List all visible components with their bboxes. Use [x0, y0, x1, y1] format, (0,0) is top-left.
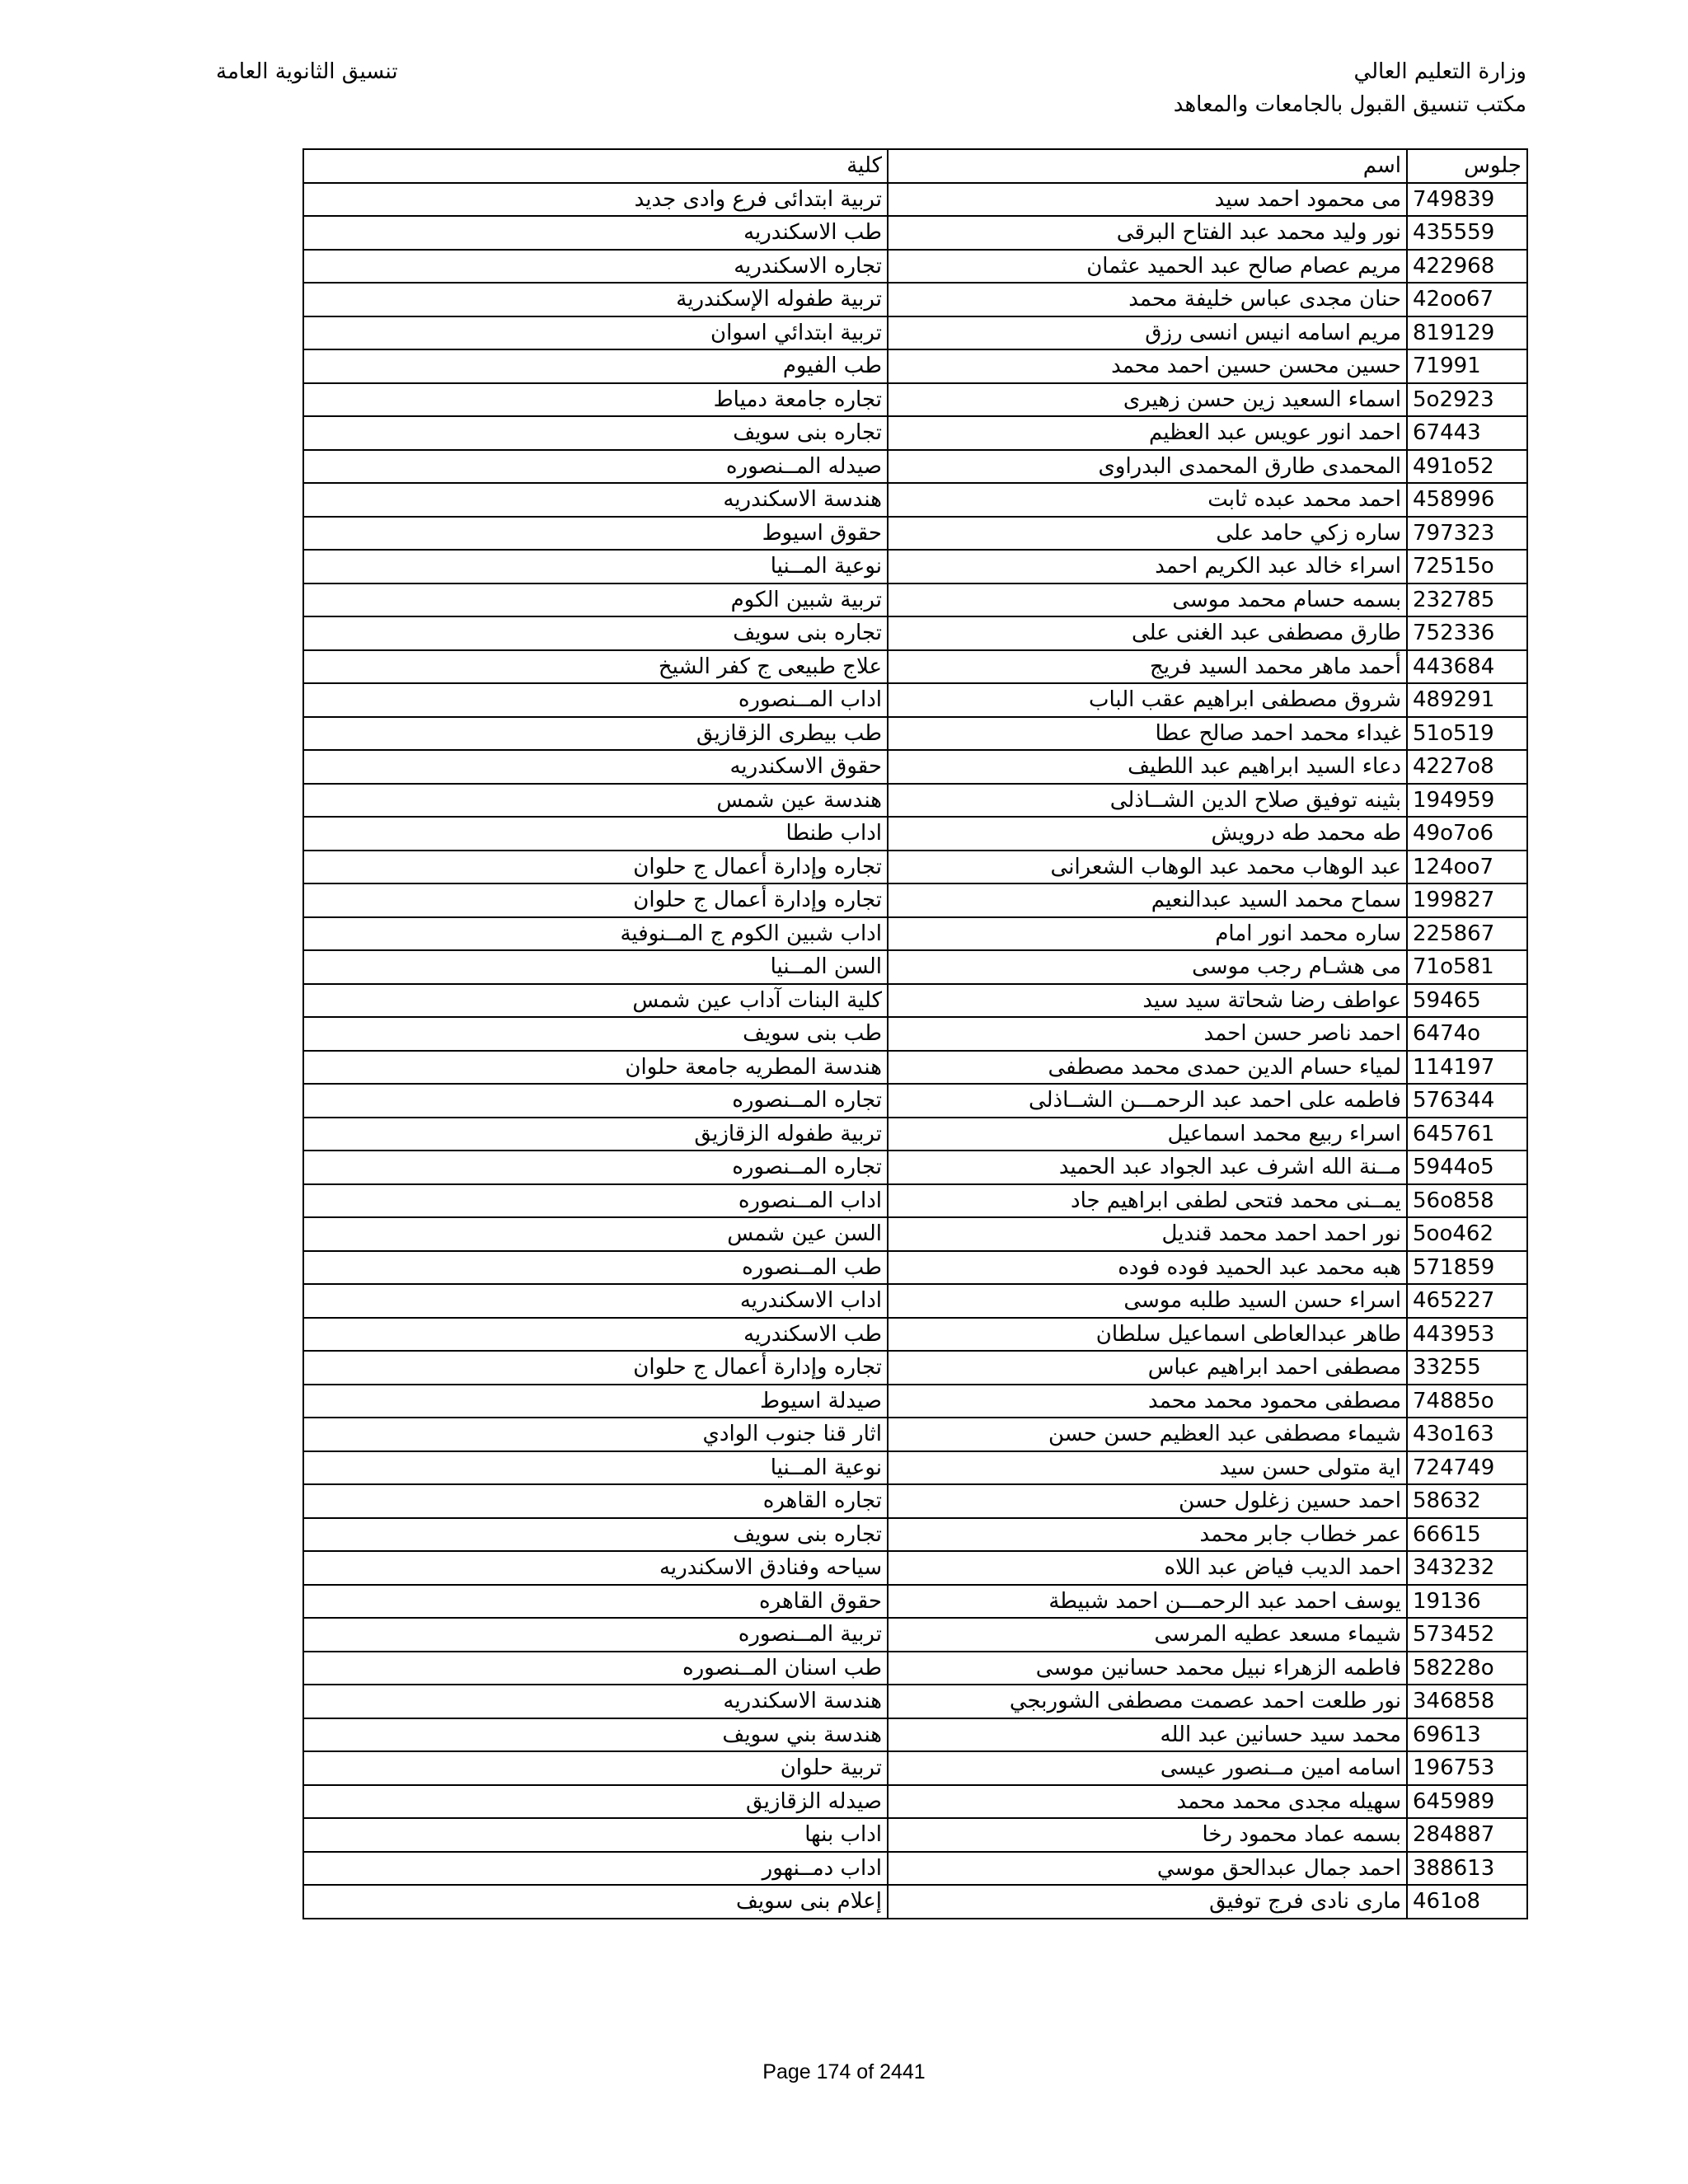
seat-number-cell: 752336: [1407, 616, 1527, 650]
faculty-cell: السن عين شمس: [303, 1217, 888, 1251]
student-name-cell: اية متولى حسن سيد: [888, 1451, 1407, 1485]
table-row: [303, 1217, 1527, 1251]
student-name-cell: عواطف رضا شحاتة سيد سيد: [888, 984, 1407, 1018]
student-name-cell: شروق مصطفى ابراهيم عقب الباب: [888, 683, 1407, 717]
page-number: Page 174 of 2441: [762, 2060, 926, 2083]
faculty-cell: كلية البنات آداب عين شمس: [303, 984, 888, 1018]
seat-number-cell: 724749: [1407, 1451, 1527, 1485]
faculty-cell: إعلام بنى سويف: [303, 1885, 888, 1919]
table-row: [303, 1084, 1527, 1118]
student-name-cell: طاهر عبدالعاطى اسماعيل سلطان: [888, 1318, 1407, 1352]
faculty-cell: اداب المــنصوره: [303, 683, 888, 717]
faculty-cell: تربية طفوله الإسكندرية: [303, 283, 888, 316]
ministry-title: وزارة التعليم العالي: [1353, 59, 1526, 84]
faculty-cell: طب بنى سويف: [303, 1017, 888, 1051]
seat-number-cell: 71991: [1407, 349, 1527, 383]
table-row: [303, 349, 1527, 383]
table-row: [303, 416, 1527, 450]
student-name-cell: حسين محسن حسين احمد محمد: [888, 349, 1407, 383]
table-row: [303, 984, 1527, 1018]
seat-number-cell: 491o52: [1407, 450, 1527, 484]
table-row: [303, 650, 1527, 684]
student-name-cell: لمياء حسام الدين حمدى محمد مصطفى: [888, 1051, 1407, 1085]
table-row: [303, 683, 1527, 717]
table-row: [303, 1551, 1527, 1585]
header-seat: جلوس: [1407, 149, 1527, 183]
faculty-cell: نوعية المــنيا: [303, 550, 888, 583]
student-name-cell: احمد حسين زغلول حسن: [888, 1484, 1407, 1518]
student-name-cell: طارق مصطفى عبد الغنى على: [888, 616, 1407, 650]
seat-number-cell: 49o7o6: [1407, 817, 1527, 851]
table-row: [303, 1118, 1527, 1151]
seat-number-cell: 645989: [1407, 1785, 1527, 1819]
table-row: [303, 283, 1527, 316]
student-name-cell: شيماء مصطفى عبد العظيم حسن حسن: [888, 1418, 1407, 1451]
student-name-cell: ساره محمد انور امام: [888, 917, 1407, 951]
table-row: [303, 1385, 1527, 1418]
faculty-cell: تربية حلوان: [303, 1751, 888, 1785]
seat-number-cell: 59465: [1407, 984, 1527, 1018]
student-name-cell: اسماء السعيد زين حسن زهيرى: [888, 383, 1407, 417]
seat-number-cell: 576344: [1407, 1084, 1527, 1118]
seat-number-cell: 74885o: [1407, 1385, 1527, 1418]
faculty-cell: اداب طنطا: [303, 817, 888, 851]
table-row: [303, 1751, 1527, 1785]
faculty-cell: حقوق الاسكندريه: [303, 750, 888, 784]
faculty-cell: تربية المــنصوره: [303, 1618, 888, 1652]
faculty-cell: هندسة الاسكندريه: [303, 483, 888, 517]
seat-number-cell: 114197: [1407, 1051, 1527, 1085]
student-name-cell: غيداء محمد احمد صالح عطا: [888, 717, 1407, 751]
table-row: [303, 1618, 1527, 1652]
student-name-cell: مريم عصام صالح عبد الحميد عثمان: [888, 250, 1407, 284]
table-row: [303, 1484, 1527, 1518]
faculty-cell: اداب الاسكندريه: [303, 1284, 888, 1318]
table-row: [303, 1885, 1527, 1919]
seat-number-cell: 461o8: [1407, 1885, 1527, 1919]
seat-number-cell: 645761: [1407, 1118, 1527, 1151]
faculty-cell: تجاره وإدارة أعمال ج حلوان: [303, 851, 888, 884]
faculty-cell: تجاره بنى سويف: [303, 1518, 888, 1552]
seat-number-cell: 435559: [1407, 216, 1527, 250]
table-row: [303, 383, 1527, 417]
seat-number-cell: 443684: [1407, 650, 1527, 684]
faculty-cell: تربية طفوله الزقازيق: [303, 1118, 888, 1151]
table-row: [303, 1151, 1527, 1184]
table-body: [303, 183, 1527, 1919]
header-name: اسم: [888, 149, 1407, 183]
faculty-cell: نوعية المــنيا: [303, 1451, 888, 1485]
faculty-cell: حقوق القاهره: [303, 1585, 888, 1619]
student-name-cell: اسامه امين مــنصور عيسى: [888, 1751, 1407, 1785]
student-name-cell: يوسف احمد عبد الرحمـــن احمد شبيطة: [888, 1585, 1407, 1619]
faculty-cell: اداب شبين الكوم ج المــنوفية: [303, 917, 888, 951]
faculty-cell: تربية شبين الكوم: [303, 583, 888, 617]
seat-number-cell: 19136: [1407, 1585, 1527, 1619]
student-name-cell: أحمد ماهر محمد السيد فريج: [888, 650, 1407, 684]
student-name-cell: احمد الديب فياض عبد اللاه: [888, 1551, 1407, 1585]
seat-number-cell: 343232: [1407, 1551, 1527, 1585]
student-name-cell: طه محمد طه درويش: [888, 817, 1407, 851]
header-faculty: كلية: [303, 149, 888, 183]
student-name-cell: هبه محمد عبد الحميد فوده فوده: [888, 1251, 1407, 1285]
table-row: [303, 616, 1527, 650]
seat-number-cell: 749839: [1407, 183, 1527, 217]
faculty-cell: تجاره وإدارة أعمال ج حلوان: [303, 883, 888, 917]
faculty-cell: هندسة بني سويف: [303, 1718, 888, 1752]
faculty-cell: اداب المــنصوره: [303, 1184, 888, 1218]
faculty-cell: سياحه وفنادق الاسكندريه: [303, 1551, 888, 1585]
faculty-cell: هندسة عين شمس: [303, 784, 888, 818]
faculty-cell: تجاره الاسكندريه: [303, 250, 888, 284]
seat-number-cell: 33255: [1407, 1351, 1527, 1385]
student-name-cell: احمد ناصر حسن احمد: [888, 1017, 1407, 1051]
seat-number-cell: 489291: [1407, 683, 1527, 717]
table-row: [303, 1318, 1527, 1352]
student-name-cell: مــنة الله اشرف عبد الجواد عبد الحميد: [888, 1151, 1407, 1184]
seat-number-cell: 5o2923: [1407, 383, 1527, 417]
seat-number-cell: 5oo462: [1407, 1217, 1527, 1251]
coordination-title: تنسيق الثانوية العامة: [216, 59, 398, 84]
faculty-cell: علاج طبيعى ج كفر الشيخ: [303, 650, 888, 684]
student-name-cell: اسراء حسن السيد طلبه موسى: [888, 1284, 1407, 1318]
table-row: [303, 1251, 1527, 1285]
seat-number-cell: 66615: [1407, 1518, 1527, 1552]
seat-number-cell: 124oo7: [1407, 851, 1527, 884]
table-row: [303, 1017, 1527, 1051]
faculty-cell: تجاره بنى سويف: [303, 616, 888, 650]
seat-number-cell: 465227: [1407, 1284, 1527, 1318]
student-name-cell: عمر خطاب جابر محمد: [888, 1518, 1407, 1552]
table-row: [303, 1418, 1527, 1451]
student-name-cell: اسراء خالد عبد الكريم احمد: [888, 550, 1407, 583]
table-row: [303, 183, 1527, 217]
table-row: [303, 1518, 1527, 1552]
seat-number-cell: 6474o: [1407, 1017, 1527, 1051]
seat-number-cell: 819129: [1407, 316, 1527, 350]
seat-number-cell: 284887: [1407, 1818, 1527, 1852]
faculty-cell: هندسة المطريه جامعة حلوان: [303, 1051, 888, 1085]
table-row: [303, 1785, 1527, 1819]
seat-number-cell: 43o163: [1407, 1418, 1527, 1451]
student-name-cell: مصطفى احمد ابراهيم عباس: [888, 1351, 1407, 1385]
student-name-cell: يمــنى محمد فتحى لطفى ابراهيم جاد: [888, 1184, 1407, 1218]
table-row: [303, 851, 1527, 884]
seat-number-cell: 51o519: [1407, 717, 1527, 751]
faculty-cell: اداب دمــنهور: [303, 1852, 888, 1886]
table-row: [303, 1284, 1527, 1318]
student-name-cell: احمد جمال عبدالحق موسي: [888, 1852, 1407, 1886]
faculty-cell: السن المــنيا: [303, 950, 888, 984]
faculty-cell: طب الاسكندريه: [303, 1318, 888, 1352]
table-row: [303, 717, 1527, 751]
table-row: [303, 250, 1527, 284]
table-row: [303, 1685, 1527, 1718]
table-row: [303, 483, 1527, 517]
faculty-cell: طب الاسكندريه: [303, 216, 888, 250]
student-name-cell: بسمه عماد محمود رخا: [888, 1818, 1407, 1852]
student-name-cell: بثينه توفيق صلاح الدين الشــاذلى: [888, 784, 1407, 818]
seat-number-cell: 58632: [1407, 1484, 1527, 1518]
seat-number-cell: 573452: [1407, 1618, 1527, 1652]
seat-number-cell: 56o858: [1407, 1184, 1527, 1218]
seat-number-cell: 71o581: [1407, 950, 1527, 984]
faculty-cell: تجاره القاهره: [303, 1484, 888, 1518]
faculty-cell: طب المــنصوره: [303, 1251, 888, 1285]
seat-number-cell: 58228o: [1407, 1652, 1527, 1685]
faculty-cell: تجاره وإدارة أعمال ج حلوان: [303, 1351, 888, 1385]
faculty-cell: صيدله المــنصوره: [303, 450, 888, 484]
faculty-cell: تجاره جامعة دمياط: [303, 383, 888, 417]
table-row: [303, 1051, 1527, 1085]
student-name-cell: نور احمد احمد محمد قنديل: [888, 1217, 1407, 1251]
table-row: [303, 583, 1527, 617]
table-row: [303, 917, 1527, 951]
table-row: [303, 1585, 1527, 1619]
student-name-cell: مصطفى محمود محمد محمد: [888, 1385, 1407, 1418]
seat-number-cell: 346858: [1407, 1685, 1527, 1718]
student-name-cell: سهيله مجدى محمد محمد: [888, 1785, 1407, 1819]
table-row: [303, 950, 1527, 984]
seat-number-cell: 4227o8: [1407, 750, 1527, 784]
seat-number-cell: 225867: [1407, 917, 1527, 951]
table-row: [303, 517, 1527, 551]
office-title: مكتب تنسيق القبول بالجامعات والمعاهد: [1173, 92, 1526, 117]
seat-number-cell: 67443: [1407, 416, 1527, 450]
seat-number-cell: 458996: [1407, 483, 1527, 517]
table-row: [303, 1652, 1527, 1685]
student-name-cell: ساره زكي حامد على: [888, 517, 1407, 551]
student-name-cell: احمد انور عويس عبد العظيم: [888, 416, 1407, 450]
table-row: [303, 316, 1527, 350]
table-header-row: [303, 149, 1527, 183]
table-row: [303, 216, 1527, 250]
student-name-cell: بسمه حسام محمد موسى: [888, 583, 1407, 617]
seat-number-cell: 42oo67: [1407, 283, 1527, 316]
faculty-cell: هندسة الاسكندريه: [303, 1685, 888, 1718]
faculty-cell: حقوق اسيوط: [303, 517, 888, 551]
table-row: [303, 1184, 1527, 1218]
student-name-cell: مارى نادى فرج توفيق: [888, 1885, 1407, 1919]
admissions-table: [302, 148, 1528, 1919]
faculty-cell: تربية ابتدائى فرع وادى جديد: [303, 183, 888, 217]
student-name-cell: احمد محمد عبده ثابت: [888, 483, 1407, 517]
table-row: [303, 1718, 1527, 1752]
seat-number-cell: 5944o5: [1407, 1151, 1527, 1184]
table-row: [303, 784, 1527, 818]
student-name-cell: مريم اسامه انيس انسى رزق: [888, 316, 1407, 350]
faculty-cell: صيدله الزقازيق: [303, 1785, 888, 1819]
faculty-cell: طب الفيوم: [303, 349, 888, 383]
table-row: [303, 550, 1527, 583]
student-name-cell: شيماء مسعد عطيه المرسى: [888, 1618, 1407, 1652]
student-name-cell: اسراء ربيع محمد اسماعيل: [888, 1118, 1407, 1151]
seat-number-cell: 72515o: [1407, 550, 1527, 583]
faculty-cell: طب اسنان المــنصوره: [303, 1652, 888, 1685]
student-name-cell: دعاء السيد ابراهيم عبد اللطيف: [888, 750, 1407, 784]
table-row: [303, 1852, 1527, 1886]
student-name-cell: نور وليد محمد عبد الفتاح البرقى: [888, 216, 1407, 250]
seat-number-cell: 388613: [1407, 1852, 1527, 1886]
table-row: [303, 883, 1527, 917]
student-name-cell: عبد الوهاب محمد عبد الوهاب الشعرانى: [888, 851, 1407, 884]
student-name-cell: مى محمود احمد سيد: [888, 183, 1407, 217]
seat-number-cell: 194959: [1407, 784, 1527, 818]
student-name-cell: سماح محمد السيد عبدالنعيم: [888, 883, 1407, 917]
student-name-cell: فاطمه على احمد عبد الرحمـــن الشــاذلى: [888, 1084, 1407, 1118]
seat-number-cell: 422968: [1407, 250, 1527, 284]
table-row: [303, 817, 1527, 851]
faculty-cell: تجاره المــنصوره: [303, 1151, 888, 1184]
faculty-cell: صيدلة اسيوط: [303, 1385, 888, 1418]
seat-number-cell: 196753: [1407, 1751, 1527, 1785]
seat-number-cell: 443953: [1407, 1318, 1527, 1352]
seat-number-cell: 232785: [1407, 583, 1527, 617]
faculty-cell: اثار قنا جنوب الوادي: [303, 1418, 888, 1451]
seat-number-cell: 199827: [1407, 883, 1527, 917]
faculty-cell: طب بيطرى الزقازيق: [303, 717, 888, 751]
table-row: [303, 1451, 1527, 1485]
faculty-cell: اداب بنها: [303, 1818, 888, 1852]
faculty-cell: تربية ابتدائي اسوان: [303, 316, 888, 350]
student-name-cell: نور طلعت احمد عصمت مصطفى الشوربجي: [888, 1685, 1407, 1718]
table-row: [303, 450, 1527, 484]
student-name-cell: مى هشـام رجب موسى: [888, 950, 1407, 984]
student-name-cell: فاطمه الزهراء نبيل محمد حسانين موسى: [888, 1652, 1407, 1685]
seat-number-cell: 69613: [1407, 1718, 1527, 1752]
table-row: [303, 750, 1527, 784]
student-name-cell: المحمدى طارق المحمدى البدراوى: [888, 450, 1407, 484]
seat-number-cell: 797323: [1407, 517, 1527, 551]
table-row: [303, 1351, 1527, 1385]
table-row: [303, 1818, 1527, 1852]
student-name-cell: حنان مجدى عباس خليفة محمد: [888, 283, 1407, 316]
faculty-cell: تجاره بنى سويف: [303, 416, 888, 450]
faculty-cell: تجاره المــنصوره: [303, 1084, 888, 1118]
student-name-cell: محمد سيد حسانين عبد الله: [888, 1718, 1407, 1752]
seat-number-cell: 571859: [1407, 1251, 1527, 1285]
